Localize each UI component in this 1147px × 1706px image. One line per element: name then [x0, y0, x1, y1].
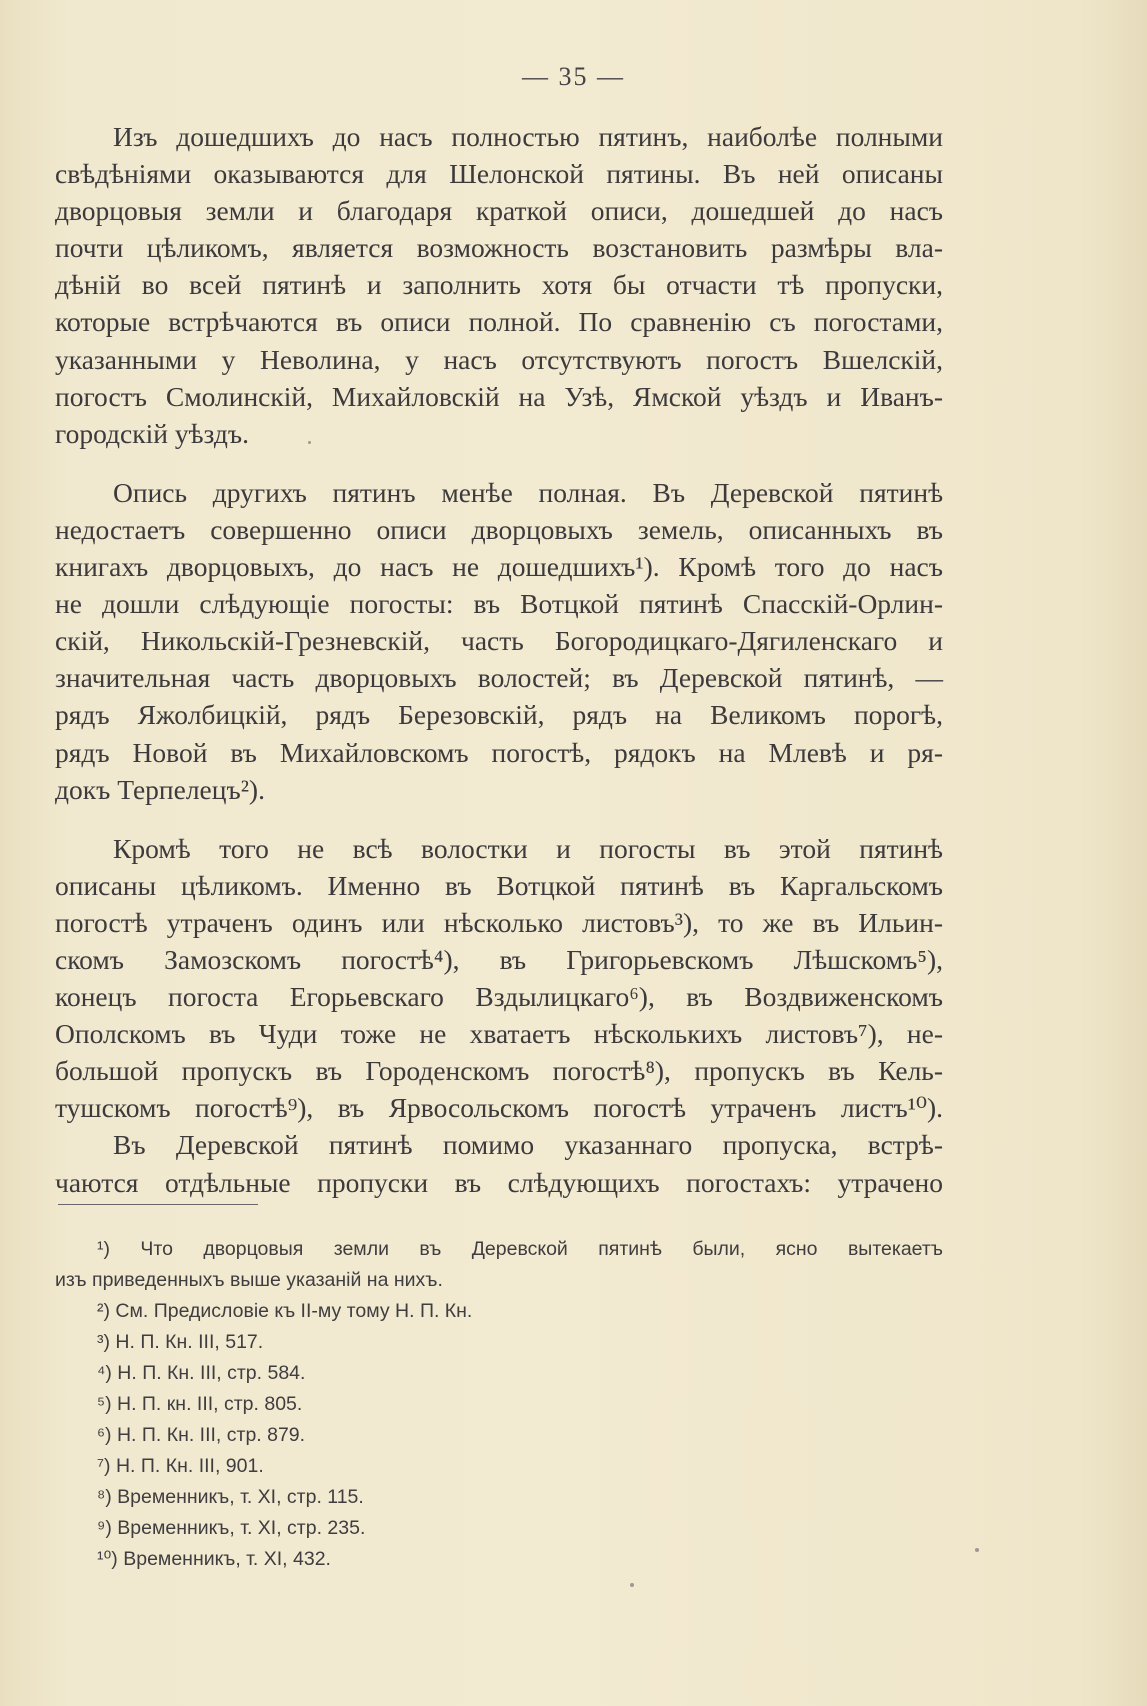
text-line: скій, Никольскій-Грезневскій, часть Богородицкаго-Дягиленскаго и — [55, 625, 943, 657]
main-text — [55, 118, 943, 1201]
text-line: погостѣ утраченъ одинъ или нѣсколько листовъ³), то же въ Ильин- — [55, 906, 943, 938]
text-line: описаны цѣликомъ. Именно въ Вотцкой пятинѣ въ Каргальскомъ — [55, 869, 943, 901]
ink-spot — [975, 1548, 979, 1552]
footnote: ⁸) Временникъ, т. XI, стр. 115. — [97, 1486, 364, 1508]
text-line: дворцовыя земли и благодаря краткой описи, дошедшей до насъ — [55, 195, 943, 227]
footnote: ¹⁰) Временникъ, т. XI, 432. — [97, 1548, 331, 1570]
footnote: ⁵) Н. П. кн. III, стр. 805. — [97, 1393, 303, 1415]
text-line: указанными у Неволина, у насъ отсутствуютъ погостъ Вшелскій, — [55, 343, 943, 375]
page-number: — 35 — — [522, 62, 625, 91]
text-line: Въ Деревской пятинѣ помимо указаннаго пропуска, встрѣ- — [113, 1129, 943, 1161]
footnote: ⁶) Н. П. Кн. III, стр. 879. — [97, 1424, 306, 1446]
text-line: погостъ Смолинскій, Михайловскій на Узѣ, Ямской уѣздъ и Иванъ- — [55, 380, 943, 412]
ink-spot — [630, 1583, 634, 1587]
footnotes — [55, 1234, 943, 1575]
footnote-divider — [58, 1204, 258, 1205]
text-line: не дошли слѣдующіе погосты: въ Вотцкой пятинѣ Спасскій-Орлин- — [55, 588, 943, 620]
text-line: Кромѣ того не всѣ волостки и погосты въ этой пятинѣ — [113, 832, 943, 864]
text-line: рядъ Новой въ Михайловскомъ погостѣ, рядокъ на Млевѣ и ря- — [55, 736, 943, 768]
footnote: ⁷) Н. П. Кн. III, 901. — [97, 1455, 264, 1477]
text-line: конецъ погоста Егорьевскаго Вздылицкаго⁶), въ Воздвиженскомъ — [55, 981, 943, 1013]
text-line: значительная часть дворцовыхъ волостей; въ Деревской пятинѣ, — — [55, 662, 943, 694]
text-line: докъ Терпелецъ²). — [55, 773, 265, 805]
footnote: ⁹) Временникъ, т. XI, стр. 235. — [97, 1517, 366, 1539]
text-line: свѣдѣніями оказываются для Шелонской пятины. Въ ней описаны — [55, 158, 943, 190]
text-line: большой пропускъ въ Городенскомъ погостѣ⁸), пропускъ въ Кель- — [55, 1055, 943, 1087]
text-line: Изъ дошедшихъ до насъ полностью пятинъ, наиболѣе полными — [113, 121, 943, 152]
footnote: изъ приведенныхъ выше указаній на нихъ. — [55, 1269, 443, 1291]
text-line: почти цѣликомъ, является возможность возстановить размѣры вла- — [55, 232, 943, 264]
footnote: ¹) Что дворцовыя земли въ Деревской пятинѣ были, ясно вытекаетъ — [97, 1238, 943, 1260]
footnote: ³) Н. П. Кн. III, 517. — [97, 1331, 264, 1353]
text-line: книгахъ дворцовыхъ, до насъ не дошедшихъ¹). Кромѣ того до насъ — [55, 551, 943, 583]
footnote: ²) См. Предисловіе къ II-му тому Н. П. Кн. — [97, 1300, 473, 1322]
text-line: городскій уѣздъ. — [55, 417, 249, 449]
text-line: дѣній во всей пятинѣ и заполнить хотя бы отчасти тѣ пропуски, — [55, 269, 943, 301]
text-line: чаются отдѣльные пропуски въ слѣдующихъ погостахъ: утрачено — [55, 1166, 943, 1198]
text-line: скомъ Замозскомъ погостѣ⁴), въ Григорьевскомъ Лѣшскомъ⁵), — [55, 943, 943, 975]
text-line: которые встрѣчаются въ описи полной. По сравненію съ погостами, — [55, 306, 943, 338]
text-line: рядъ Яжолбицкій, рядъ Березовскій, рядъ на Великомъ порогѣ, — [55, 699, 943, 731]
text-line: недостаетъ совершенно описи дворцовыхъ земель, описанныхъ въ — [55, 513, 943, 545]
footnote: ⁴) Н. П. Кн. III, стр. 584. — [97, 1362, 306, 1384]
text-line: тушскомъ погостѣ⁹), въ Ярвосольскомъ погостѣ утраченъ листъ¹⁰). — [55, 1092, 943, 1124]
ink-spot — [308, 441, 311, 444]
text-line: Опись другихъ пятинъ менѣе полная. Въ Деревской пятинѣ — [113, 476, 943, 508]
text-line: Ополскомъ въ Чуди тоже не хватаетъ нѣсколькихъ листовъ⁷), не- — [55, 1018, 943, 1050]
